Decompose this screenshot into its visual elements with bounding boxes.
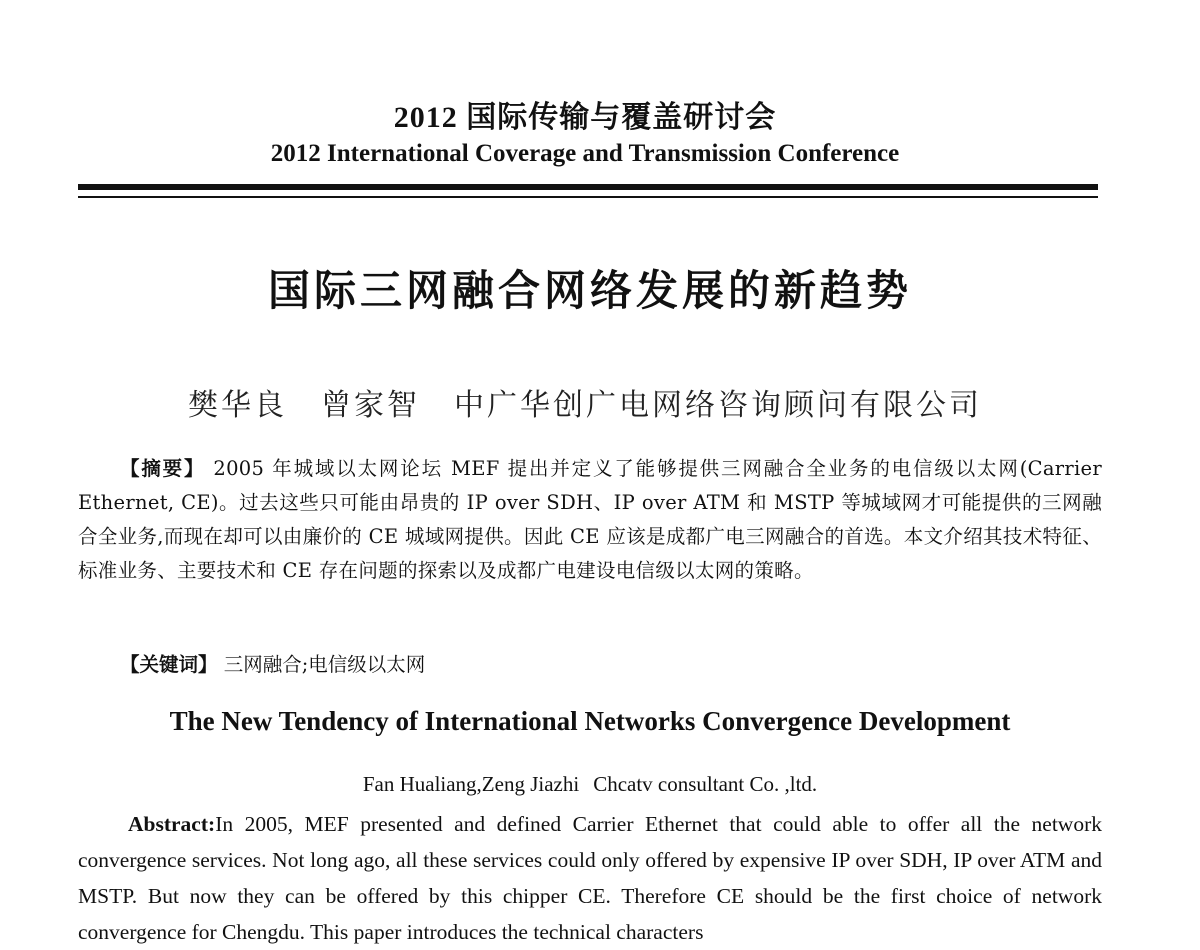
- affiliation-cn: 中广华创广电网络咨询顾问有限公司: [454, 388, 982, 423]
- conference-title-en: 2012 International Coverage and Transmission Conference: [270, 140, 900, 167]
- abstract-text-en: In 2005, MEF presented and defined Carrier Ethernet that could able to offer all the network convergence services. Not long ago, all these services could only offered by expensive IP over SDH, IP over ATM and MSTP. But now they can be offered by this chipper CE. Therefore CE should be the first choice of network convergence for Chengdu. This paper introduces the technical characters: [78, 812, 1102, 944]
- conference-title-cn: 2012 国际传输与覆盖研讨会: [393, 101, 777, 134]
- author-2-cn: 曾家智: [321, 388, 420, 423]
- paper-title-cn: 国际三网融合网络发展的新趋势: [267, 266, 912, 315]
- abstract-text-cn: 2005 年城域以太网论坛 MEF 提出并定义了能够提供三网融合全业务的电信级以太网(Carrier Ethernet, CE)。过去这些只可能由昂贵的 IP over SDH、IP over ATM 和 MSTP 等城域网才可能提供的三网融合全业务,而现在却可以由廉价的 CE 城域网提供。因此 CE 应该是成都广电三网融合的首选。本文介绍其技术特征、标准业务、主要技术和 CE 存在问题的探索以及成都广电建设电信级以太网的策略。: [78, 457, 1102, 582]
- abstract-cn: [78, 452, 1102, 588]
- abstract-label-en: Abstract: [128, 812, 209, 836]
- keywords-cn: [120, 648, 1100, 682]
- authors-cn: [0, 380, 1170, 424]
- keywords-text-cn: 三网融合;电信级以太网: [223, 653, 426, 676]
- affiliation-en: Chcatv consultant Co. ,ltd.: [593, 772, 818, 796]
- abstract-label-separator: :: [208, 812, 216, 836]
- author-names-en: Fan Hualiang,Zeng Jiazhi: [362, 772, 580, 796]
- keywords-label-cn: 【关键词】: [120, 653, 218, 676]
- header-rule-thin: [78, 196, 1098, 198]
- abstract-en: [78, 806, 1102, 950]
- author-1-cn: 樊华良: [188, 388, 287, 423]
- paper-title-en: The New Tendency of International Networks Convergence Development: [169, 706, 1011, 736]
- header-rule-thick: [78, 184, 1098, 190]
- abstract-label-cn: 【摘要】: [120, 457, 206, 480]
- authors-en: [0, 772, 1180, 797]
